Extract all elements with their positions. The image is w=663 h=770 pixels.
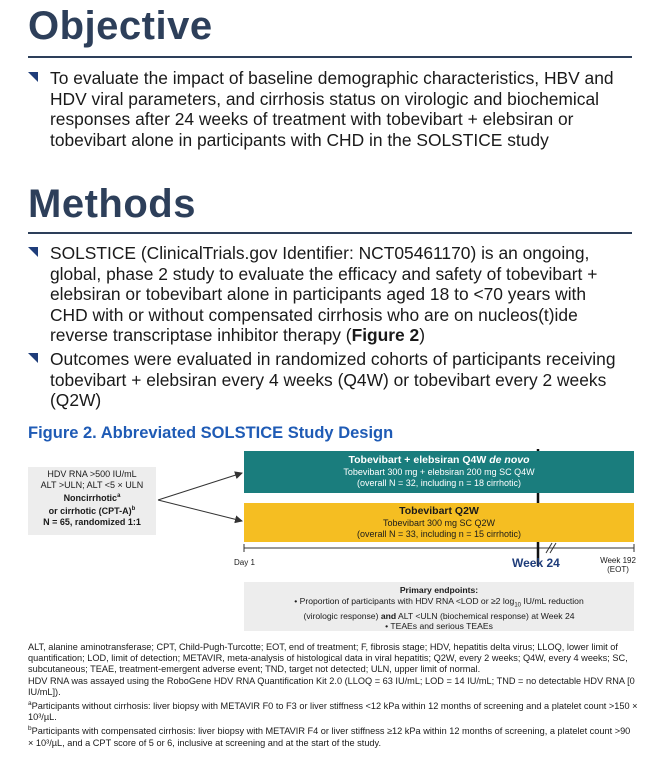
arm1-title: Tobevibart + elebsiran Q4W de novo (348, 454, 530, 466)
week192-label: Week 192 (EOT) (600, 556, 636, 574)
footnotes (28, 642, 638, 749)
methods-bullet-2 (28, 349, 618, 411)
methods-bullet-1 (28, 243, 618, 346)
week24-label: Week 24 (512, 556, 560, 570)
criteria-line: ALT >ULN; ALT <5 × ULN (40, 480, 144, 490)
figure-title: Figure 2. Abbreviated SOLSTICE Study Design (28, 424, 394, 442)
criteria-line: Noncirrhotic$^a$ (63, 493, 121, 503)
arrow-to-arm2 (158, 500, 242, 521)
arrow-to-arm1 (158, 473, 242, 500)
endpoints-title: Primary endpoints: (399, 585, 479, 595)
arm-tobevibart-elebsiran-q4w (244, 451, 634, 493)
endpoint-1: • Proportion of participants with HDV RNA <LOD or ≥2 $\log_{10} IU/mL$ reduction (294, 595, 584, 609)
bullet-triangle-icon (28, 247, 38, 257)
methods-bullet-2-text: Outcomes were evaluated in randomized cohorts of participants receiving tobevibart + elebsiran every 4 weeks (Q4W) or tobevibart every 2 weeks (Q2W) (50, 349, 616, 411)
criteria-line: or cirrhotic $(CPT-A)^b$ (48, 506, 136, 516)
primary-endpoints-box (244, 582, 634, 631)
criteria-line: HDV RNA >500 IU/mL (47, 469, 137, 479)
arm1-n: (overall N = 32, including n = 18 cirrhotic) (356, 477, 522, 488)
footnote-b: $^b$Participants with compensated cirrhosis: liver biopsy with METAVIR F4 or liver stiffness ≥12 kPa within 12 months of screening, a platelet count >90 × 10³/µL, and a CPT score of 5 or 6, inclusive at screening and at the start of the study. (28, 725, 631, 748)
arm2-n: (overall N = 33, including n = 15 cirrhotic) (356, 528, 522, 539)
arm1-dose: Tobevibart 300 mg + elebsiran 200 mg SC Q4W (343, 467, 535, 477)
arm2-dose: Tobevibart 300 mg SC Q2W (382, 518, 496, 528)
eligibility-criteria-box (28, 467, 156, 535)
day1-label: Day 1 (234, 558, 255, 567)
methods-rule (28, 232, 632, 234)
endpoint-1-cont: (virologic response) and ALT <ULN (biochemical response) at Week 24 (303, 610, 575, 621)
bullet-triangle-icon (28, 72, 38, 82)
arm-tobevibart-q2w (244, 503, 634, 542)
arm2-title: Tobevibart Q2W (399, 505, 479, 517)
footnote-assay: HDV RNA was assayed using the RoboGene HDV RNA Quantification Kit 2.0 (LLOQ = 63 IU/mL; LOD = 14 IU/mL; TND = no detectable HDV RNA [0 IU/mL]). (28, 675, 635, 697)
objective-text: To evaluate the impact of baseline demographic characteristics, HBV and HDV viral parameters, and cirrhosis status on virologic and biochemical responses after 24 weeks of treatment with tobevibart + elebsiran or tobevibart alone in participants with CHD in the SOLSTICE study (50, 68, 614, 150)
axis-break-2 (550, 543, 556, 553)
methods-heading: Methods (28, 182, 196, 226)
methods-bullet-1-text: SOLSTICE (ClinicalTrials.gov Identifier: NCT05461170) is an ongoing, global, phase 2 study to evaluate the efficacy and safety of tobevibart + elebsiran or tobevibart alone in participants aged 18 to <70 years with CHD with or without compensated cirrhosis who are on nucleos(t)ide reverse transcriptase inhibitor therapy (Figure 2) (50, 243, 598, 346)
objective-heading: Objective (28, 4, 213, 48)
footnote-abbreviations: ALT, alanine aminotransferase; CPT, Child-Pugh-Turcotte; EOT, end of treatment; F, fibrosis stage; HDV, hepatitis delta virus; LLOQ, lower limit of quantification; LOD, limit of detection; METAVIR, meta-analysis of histological data in viral hepatitis; Q2W, every 2 weeks; Q4W, every 4 weeks; SC, subcutaneous; TEAE, treatment-emergent adverse event; TND, target not detected; ULN, upper limit of normal. (28, 642, 628, 675)
figure-2-reference: Figure 2 (351, 325, 420, 346)
objective-bullet (28, 68, 618, 150)
footnote-a: $^a$Participants without cirrhosis: liver biopsy with METAVIR F0 to F3 or liver stiffness <12 kPa within 12 months of screening and a platelet count >150 × 10³/µL. (28, 700, 638, 723)
criteria-line: N = 65, randomized 1:1 (43, 517, 141, 527)
axis-break-1 (546, 543, 552, 553)
endpoint-2: • TEAEs and serious TEAEs (385, 621, 493, 632)
bullet-triangle-icon (28, 353, 38, 363)
objective-rule (28, 56, 632, 58)
